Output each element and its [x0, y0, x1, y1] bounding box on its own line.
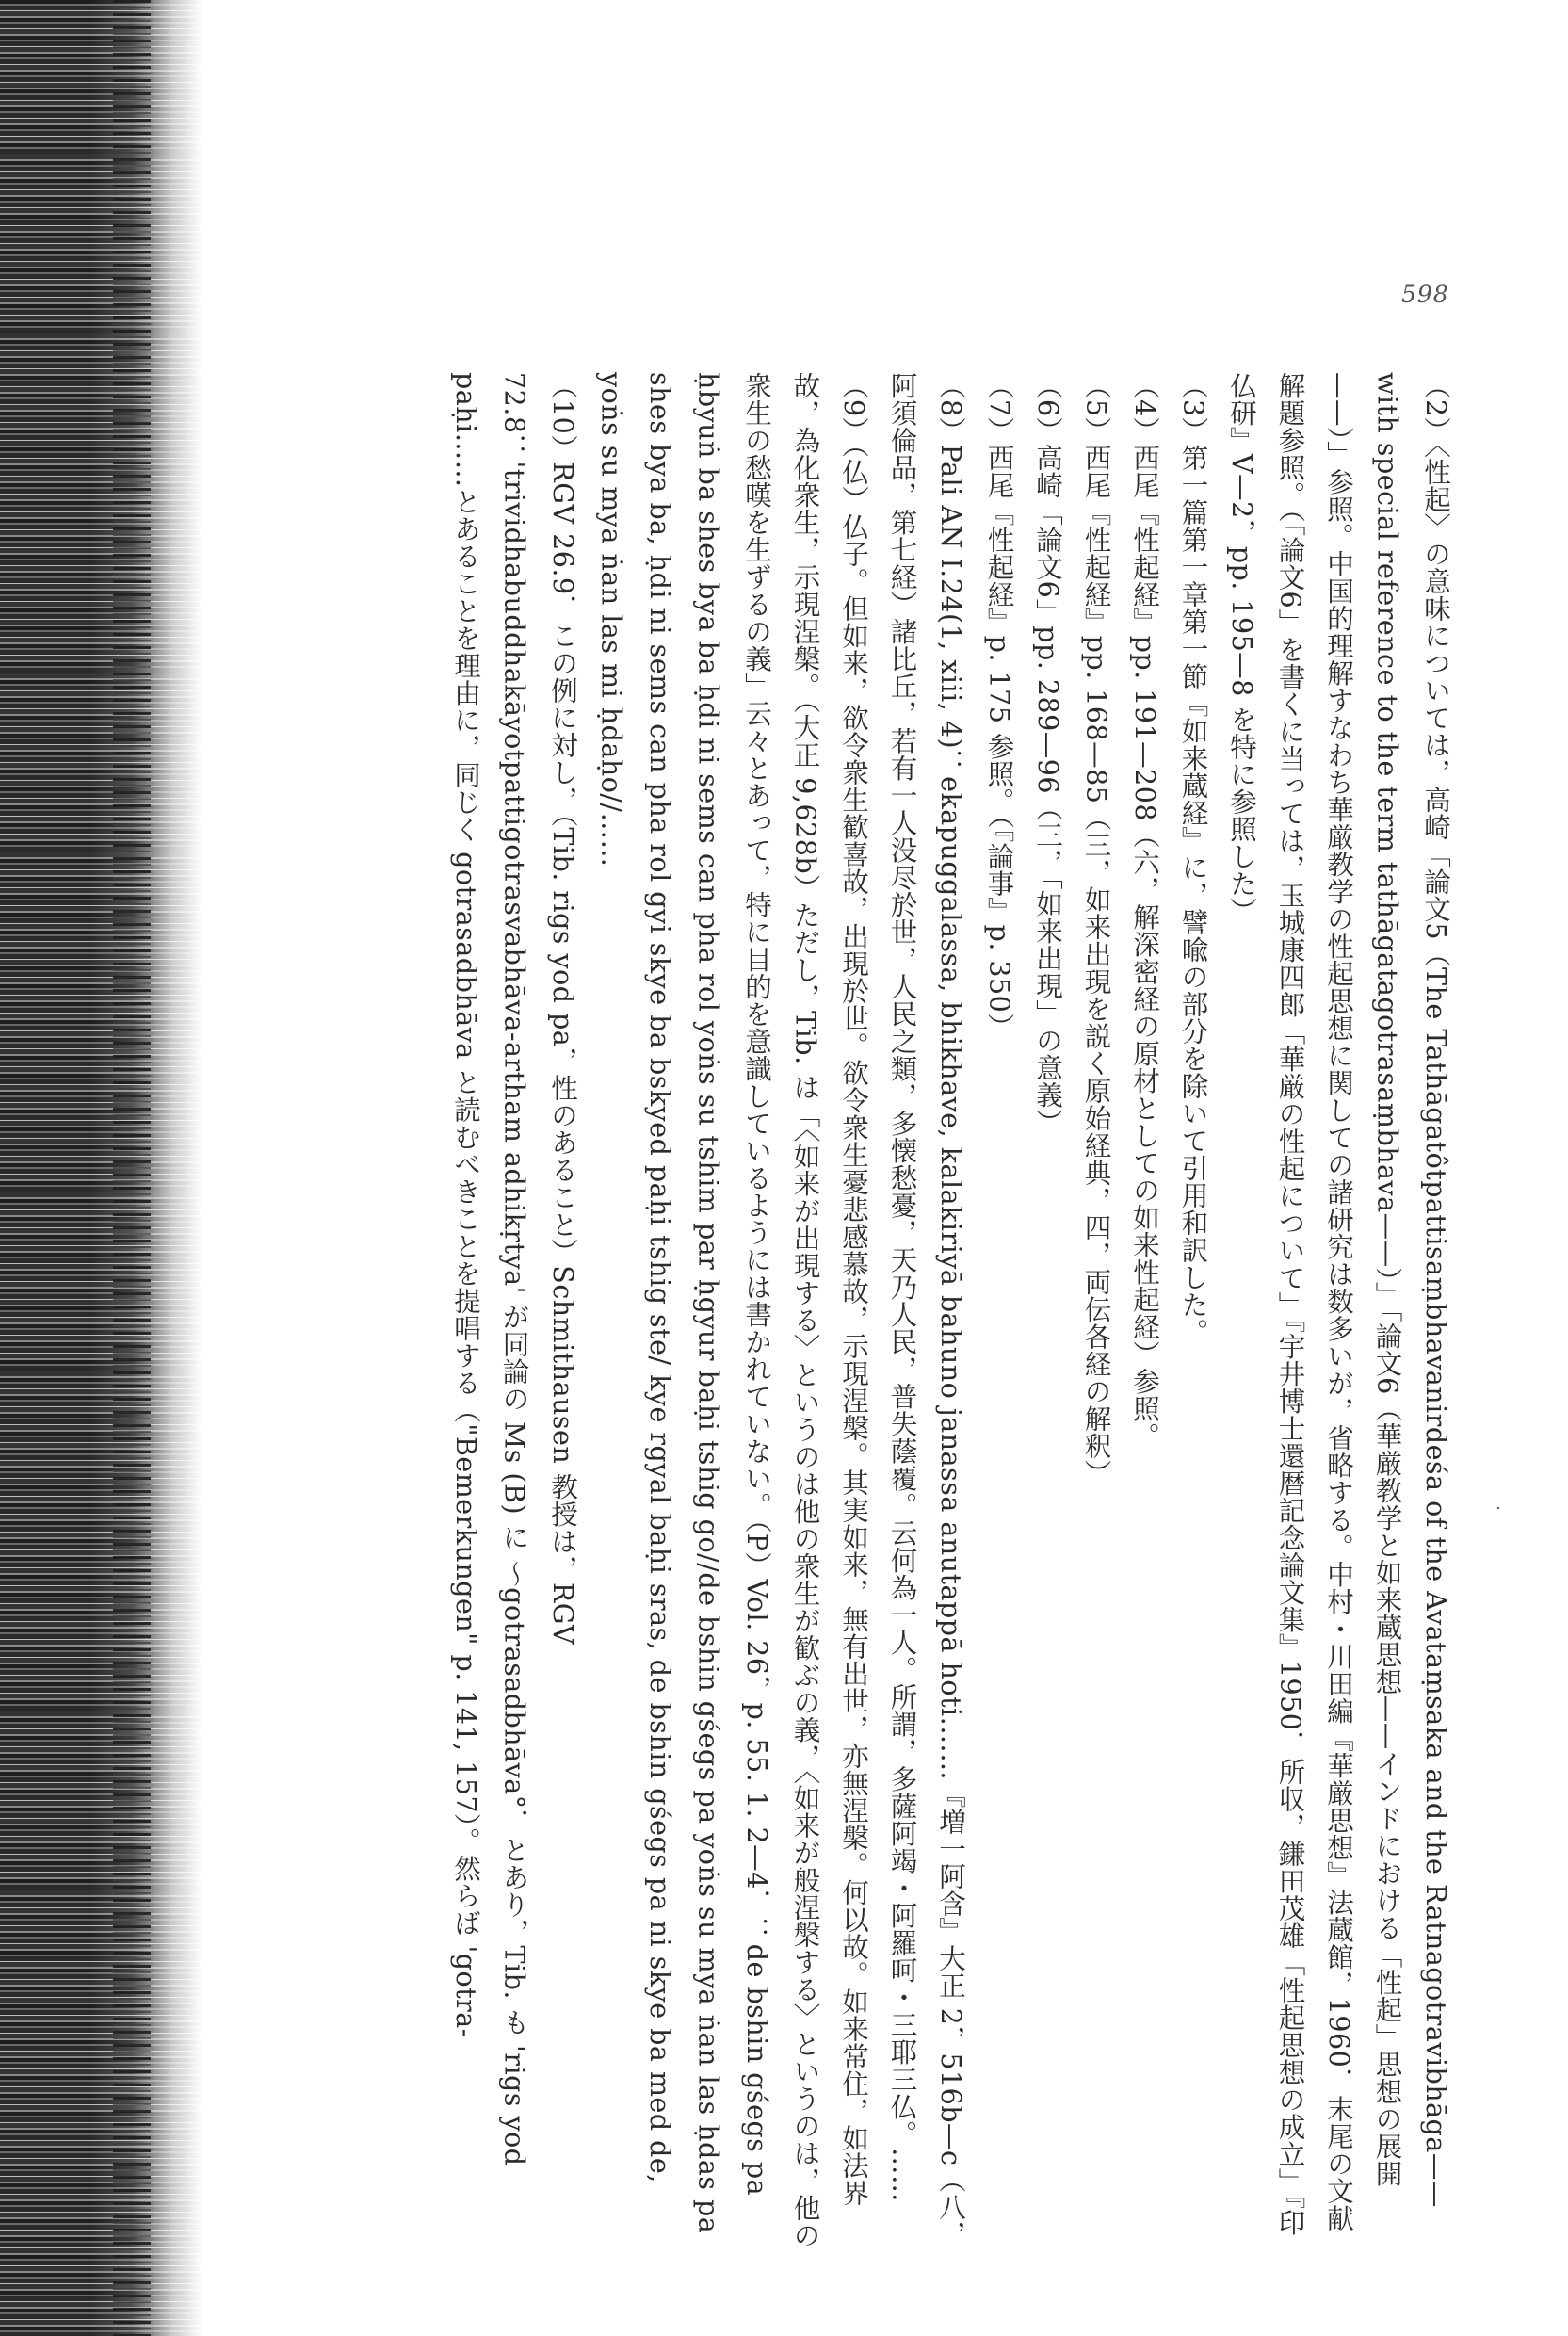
- footnote-7: [975, 372, 1024, 2251]
- footnote-3: [1169, 372, 1218, 2251]
- footnote-5: [1072, 372, 1121, 2251]
- footnote-number: （4）: [1129, 372, 1160, 445]
- footnote-2: [1218, 372, 1461, 2251]
- footnote-number: （6）: [1032, 372, 1063, 445]
- footnote-8: [878, 372, 975, 2251]
- footnote-number: （2）: [1420, 372, 1451, 445]
- footnote-text: （仏）仏子。但如来，欲令衆生歓喜故，出現於世。欲令衆生憂悲感慕故，示現涅槃。其実如来，無有出世，亦無涅槃。何以故。如来常住，如法界故，為化衆生，示現涅槃。（大正 9,628b）ただし，Tib. は「〈如来が出現する〉というのは他の衆生が歓ぶの義，〈如来が般涅槃する〉というのは，他の衆生の愁嘆を生ずるの義」云々とあって，特に目的を意識しているようには書かれていない。（P）Vol. 26，p. 55. 1. 2—4．：de bshin gśegs pa ḥbyuṅ ba shes bya ba ḥdi ni sems can pha rol yoṅs su tshim par ḥgyur baḥi tshig go//de bshin gśegs pa yoṅs su mya ṅan las ḥdas pa shes bya ba, ḥdi ni sems can pha rol gyi skye ba bskyed paḥi tshig ste/ kye rgyal baḥi sras, de bshin gśegs pa ni skye ba med de, yoṅs su mya ṅan las mi ḥdaḥo//……: [595, 372, 869, 2249]
- footnote-text: 西尾『性起経』pp. 168—85（三，如来出現を説く原始経典，四，両伝各経の解釈）: [1080, 444, 1112, 1487]
- footnote-number: （7）: [983, 372, 1015, 445]
- scan-speck: [1497, 1507, 1499, 1509]
- scan-binding-texture: [113, 0, 151, 2336]
- footnote-9: [587, 372, 878, 2251]
- footnote-4: [1121, 372, 1170, 2251]
- footnote-number: （3）: [1177, 372, 1209, 445]
- footnote-text: 〈性起〉の意味については，高崎「論文5（The Tathāgatôtpattisaṃbhavanirdeśa of the Avataṃsaka and the Ratnagotravibhāga——with special reference to the term tathāgatagotrasaṃbhava——）」「論文6（華厳教学と如来蔵思想——インドにおける「性起」思想の展開——）」参照。中国的理解すなわち華厳教学の性起思想に関しての諸研究は数多いが，省略する。中村・川田編『華厳思想』法蔵館，1960．末尾の文献解題参照。（「論文6」を書くに当っては，玉城康四郎「華厳の性起について」『宇井博士還暦記念論文集』1950．所収，鎌田茂雄「性起思想の成立」『印仏研』V—2，pp. 195—8 を特に参照した）: [1226, 372, 1451, 2237]
- footnote-text: 西尾『性起経』p. 175 参照。（『論事』p. 350）: [983, 444, 1015, 1041]
- footnote-number: （5）: [1080, 372, 1112, 445]
- footnotes-block: [226, 372, 1460, 2251]
- footnote-text: Pali AN I.24(1, xiii, 4)：ekapuggalassa, bhikhave, kalakiriyā bahuno janassa anutappā hoti.……『増一阿含』大正 2，516b—c（八，阿須倫品，第七経）諸比丘，若有一人没尽於世，人民之類，多懐愁憂，天乃人民，普失蔭覆。云何為一人。所謂，多薩阿竭・阿羅呵・三耶三仏。……: [886, 372, 966, 2248]
- footnote-number: （10）: [547, 372, 578, 462]
- scan-binding-edge: [0, 0, 202, 2336]
- footnote-text: RGV 26.9．この例に対し，（Tib. rigs yod pa，性のあること）Schmithausen 教授は，RGV 72.8：'trividhabuddhakāyotpattigotrasvabhāva-artham adhikṛtya' が同論の Ms (B) に ～gotrasadbhāva°．とあり，Tib. も 'rigs yod paḥi……とあることを理由に，同じく gotrasadbhāva と読むべきことを提唱する（"Bemerkungen" p. 141, 157）。然らば 'gotra-: [450, 372, 578, 2166]
- page-number: 598: [1401, 281, 1449, 308]
- footnote-text: 第一篇第一章第一節『如来蔵経』に，譬喩の部分を除いて引用和訳した。: [1177, 444, 1209, 1346]
- footnote-10: [442, 372, 588, 2251]
- footnote-text: 西尾『性起経』pp. 191—208（六，解深密経の原材としての如来性起経）参照。: [1129, 444, 1160, 1451]
- footnote-number: （8）: [935, 372, 966, 445]
- footnote-text: 高崎「論文6」pp. 289—96（三，「如来出現」の意義）: [1032, 444, 1063, 1136]
- footnote-6: [1024, 372, 1073, 2251]
- footnote-number: （9）: [838, 372, 869, 445]
